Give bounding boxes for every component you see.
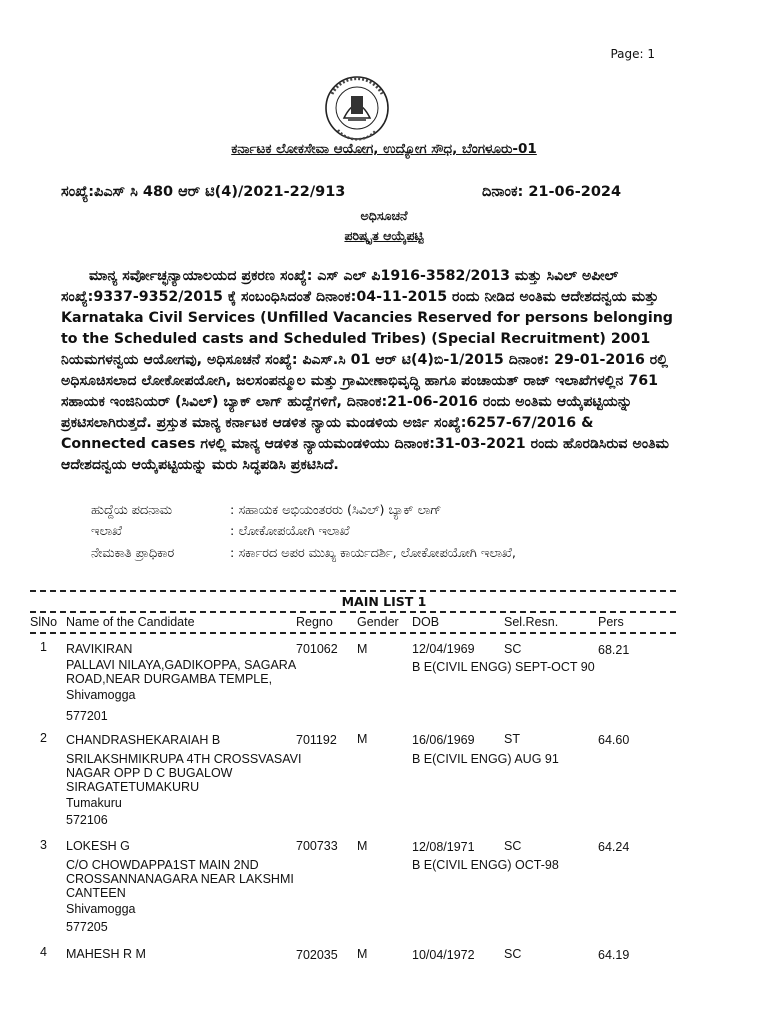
date-of-birth: 10/04/1972 bbox=[412, 948, 475, 962]
divider bbox=[30, 632, 676, 634]
reg-number: 701192 bbox=[296, 733, 337, 747]
divider bbox=[30, 611, 676, 613]
pin-code: 577205 bbox=[66, 920, 108, 934]
date-of-birth: 12/08/1971 bbox=[412, 840, 475, 854]
selection-reservation: ST bbox=[504, 732, 520, 746]
selection-reservation: SC bbox=[504, 839, 522, 853]
candidate-name: LOKESH G bbox=[66, 839, 130, 853]
candidate-name: MAHESH R M bbox=[66, 947, 146, 961]
row-slno: 3 bbox=[40, 838, 47, 852]
reg-number: 702035 bbox=[296, 948, 338, 962]
selection-reservation: SC bbox=[504, 642, 522, 656]
reference-number: ಸಂಖ್ಯೆ:ಪಿಎಸ್ ಸಿ 480 ಆರ್ ಟಿ(4)/2021-22/913 bbox=[61, 184, 346, 200]
revised-list-title: ಪರಿಷ್ಕೃತ ಆಯ್ಕೆಪಟ್ಟಿ bbox=[344, 228, 424, 243]
reg-number: 700733 bbox=[296, 839, 338, 853]
column-header-dob: DOB bbox=[412, 615, 440, 629]
authority-label: ನೇಮಕಾತಿ ಪ್ರಾಧಿಕಾರ bbox=[91, 546, 175, 561]
percentage: 64.60 bbox=[598, 733, 630, 747]
page-number: Page: 1 bbox=[610, 47, 655, 61]
percentage: 68.21 bbox=[598, 643, 630, 657]
gender: M bbox=[357, 839, 368, 853]
column-header-selresn: Sel.Resn. bbox=[504, 615, 559, 629]
column-header-pers: Pers bbox=[598, 615, 624, 629]
gender: M bbox=[357, 732, 368, 746]
row-slno: 1 bbox=[40, 640, 47, 654]
department-label: ಇಲಾಖೆ bbox=[91, 524, 122, 539]
qualification: B E(CIVIL ENGG) OCT-98 bbox=[412, 858, 559, 872]
column-header-regno: Regno bbox=[296, 615, 333, 629]
column-header-gender: Gender bbox=[357, 615, 399, 629]
column-header-slno: SlNo bbox=[30, 615, 58, 629]
authority-value: : ಸರ್ಕಾರದ ಅಪರ ಮುಖ್ಯ ಕಾರ್ಯದರ್ಶಿ, ಲೋಕೋಪಯೋಗಿ ಇಲಾಖೆ, bbox=[230, 546, 516, 561]
candidate-name: CHANDRASHEKARAIAH B bbox=[66, 733, 221, 747]
candidate-name: RAVIKIRAN bbox=[66, 642, 133, 656]
post-label: ಹುದ್ದೆಯ ಪದನಾಮ bbox=[91, 503, 172, 518]
date-of-birth: 12/04/1969 bbox=[412, 642, 475, 656]
percentage: 64.19 bbox=[598, 948, 630, 962]
date-of-birth: 16/06/1969 bbox=[412, 733, 475, 747]
district: Shivamogga bbox=[66, 688, 136, 702]
qualification: B E(CIVIL ENGG) SEPT-OCT 90 bbox=[412, 660, 595, 674]
department-value: : ಲೋಕೋಪಯೋಗಿ ಇಲಾಖೆ bbox=[230, 524, 350, 539]
candidate-address: SRILAKSHMIKRUPA 4TH CROSSVASAVI NAGAR OPP D C BUGALOW SIRAGATETUMAKURU bbox=[66, 752, 302, 794]
qualification: B E(CIVIL ENGG) AUG 91 bbox=[412, 752, 559, 766]
emblem-seal-icon bbox=[314, 74, 400, 142]
notice-date: ದಿನಾಂಕ: 21-06-2024 bbox=[482, 184, 622, 200]
notification-title: ಅಧಿಸೂಚನೆ bbox=[360, 208, 408, 223]
divider bbox=[30, 590, 676, 592]
pin-code: 572106 bbox=[66, 813, 108, 827]
row-slno: 4 bbox=[40, 945, 47, 959]
post-value: : ಸಹಾಯಕ ಅಭಿಯಂತರರು (ಸಿವಿಲ್) ಬ್ಯಾಕ್ ಲಾಗ್ bbox=[230, 503, 442, 518]
reg-number: 701062 bbox=[296, 642, 338, 656]
office-address: ಕರ್ನಾಟಕ ಲೋಕಸೇವಾ ಆಯೋಗ, ಉದ್ಯೋಗ ಸೌಧ, ಬೆಂಗಳೂರು-01 bbox=[231, 141, 537, 157]
pin-code: 577201 bbox=[66, 709, 108, 723]
notice-paragraph: ಮಾನ್ಯ ಸರ್ವೋಚ್ಛನ್ಯಾಯಾಲಯದ ಪ್ರಕರಣ ಸಂಖ್ಯೆ: ಎಸ್ ಎಲ್ ಪಿ1916-3582/2013 ಮತ್ತು ಸಿವಿಲ್ ಅಪೀಲ್ ಸಂಖ್ಯೆ:9337-9352/2015 ಕ್ಕೆ ಸಂಬಂಧಿಸಿದಂತೆ ದಿನಾಂಕ:04-11-2015 ರಂದು ನೀಡಿದ ಅಂತಿಮ ಆದೇಶದನ್ವಯ ಮತ್ತು Karnataka Civil Services (Unfilled Vacancies Reserved for persons belonging to the Scheduled casts and Scheduled Tribes) (Special Recruitment) 2001 ನಿಯಮಗಳನ್ವಯ ಆಯೋಗವು, ಅಧಿಸೂಚನೆ ಸಂಖ್ಯೆ: ಪಿಎಸ್.ಸಿ 01 ಆರ್ ಟಿ(4)ಬಿ-1/2015 ದಿನಾಂಕ: 29-01-2016 ರಲ್ಲಿ ಅಧಿಸೂಚಿಸಲಾದ ಲೋಕೋಪಯೋಗಿ, ಜಲಸಂಪನ್ಮೂಲ ಮತ್ತು ಗ್ರಾಮೀಣಾಭಿವೃದ್ಧಿ ಹಾಗೂ ಪಂಚಾಯತ್ ರಾಜ್ ಇಲಾಖೆಗಳಲ್ಲಿನ 761 ಸಹಾಯಕ ಇಂಜಿನಿಯರ್ (ಸಿವಿಲ್) ಬ್ಯಾಕ್ ಲಾಗ್ ಹುದ್ದೆಗಳಿಗೆ, ದಿನಾಂಕ:21-06-2016 ರಂದು ಅಂತಿಮ ಆಯ್ಕೆಪಟ್ಟಿಯನ್ನು ಪ್ರಕಟಿಸಲಾಗಿರುತ್ತದೆ. ಪ್ರಸ್ತುತ ಮಾನ್ಯ ಕರ್ನಾಟಕ ಆಡಳಿತ ನ್ಯಾಯ ಮಂಡಳಿಯ ಅರ್ಜಿ ಸಂಖ್ಯೆ:6257-67/2016 & Connected cases ಗಳಲ್ಲಿ ಮಾನ್ಯ ಆಡಳಿತ ನ್ಯಾಯಮಂಡಳಿಯು ದಿನಾಂಕ:31-03-2021 ರಂದು ಹೊರಡಿಸಿರುವ ಅಂತಿಮ ಆದೇಶದನ್ವಯ ಆಯ್ಕೆಪಟ್ಟಿಯನ್ನು ಮರು ಸಿದ್ಧಪಡಿಸಿ ಪ್ರಕಟಿಸಿದೆ. bbox=[61, 268, 673, 473]
gender: M bbox=[357, 947, 368, 961]
column-header-name: Name of the Candidate bbox=[66, 615, 195, 629]
gender: M bbox=[357, 642, 368, 656]
candidate-address: PALLAVI NILAYA,GADIKOPPA, SAGARA ROAD,NEAR DURGAMBA TEMPLE, bbox=[66, 658, 296, 686]
selection-reservation: SC bbox=[504, 947, 522, 961]
list-title: MAIN LIST 1 bbox=[341, 594, 427, 609]
percentage: 64.24 bbox=[598, 840, 630, 854]
district: Shivamogga bbox=[66, 902, 136, 916]
candidate-address: C/O CHOWDAPPA1ST MAIN 2ND CROSSANNANAGARA NEAR LAKSHMI CANTEEN bbox=[66, 858, 294, 900]
district: Tumakuru bbox=[66, 796, 122, 810]
row-slno: 2 bbox=[40, 731, 47, 745]
